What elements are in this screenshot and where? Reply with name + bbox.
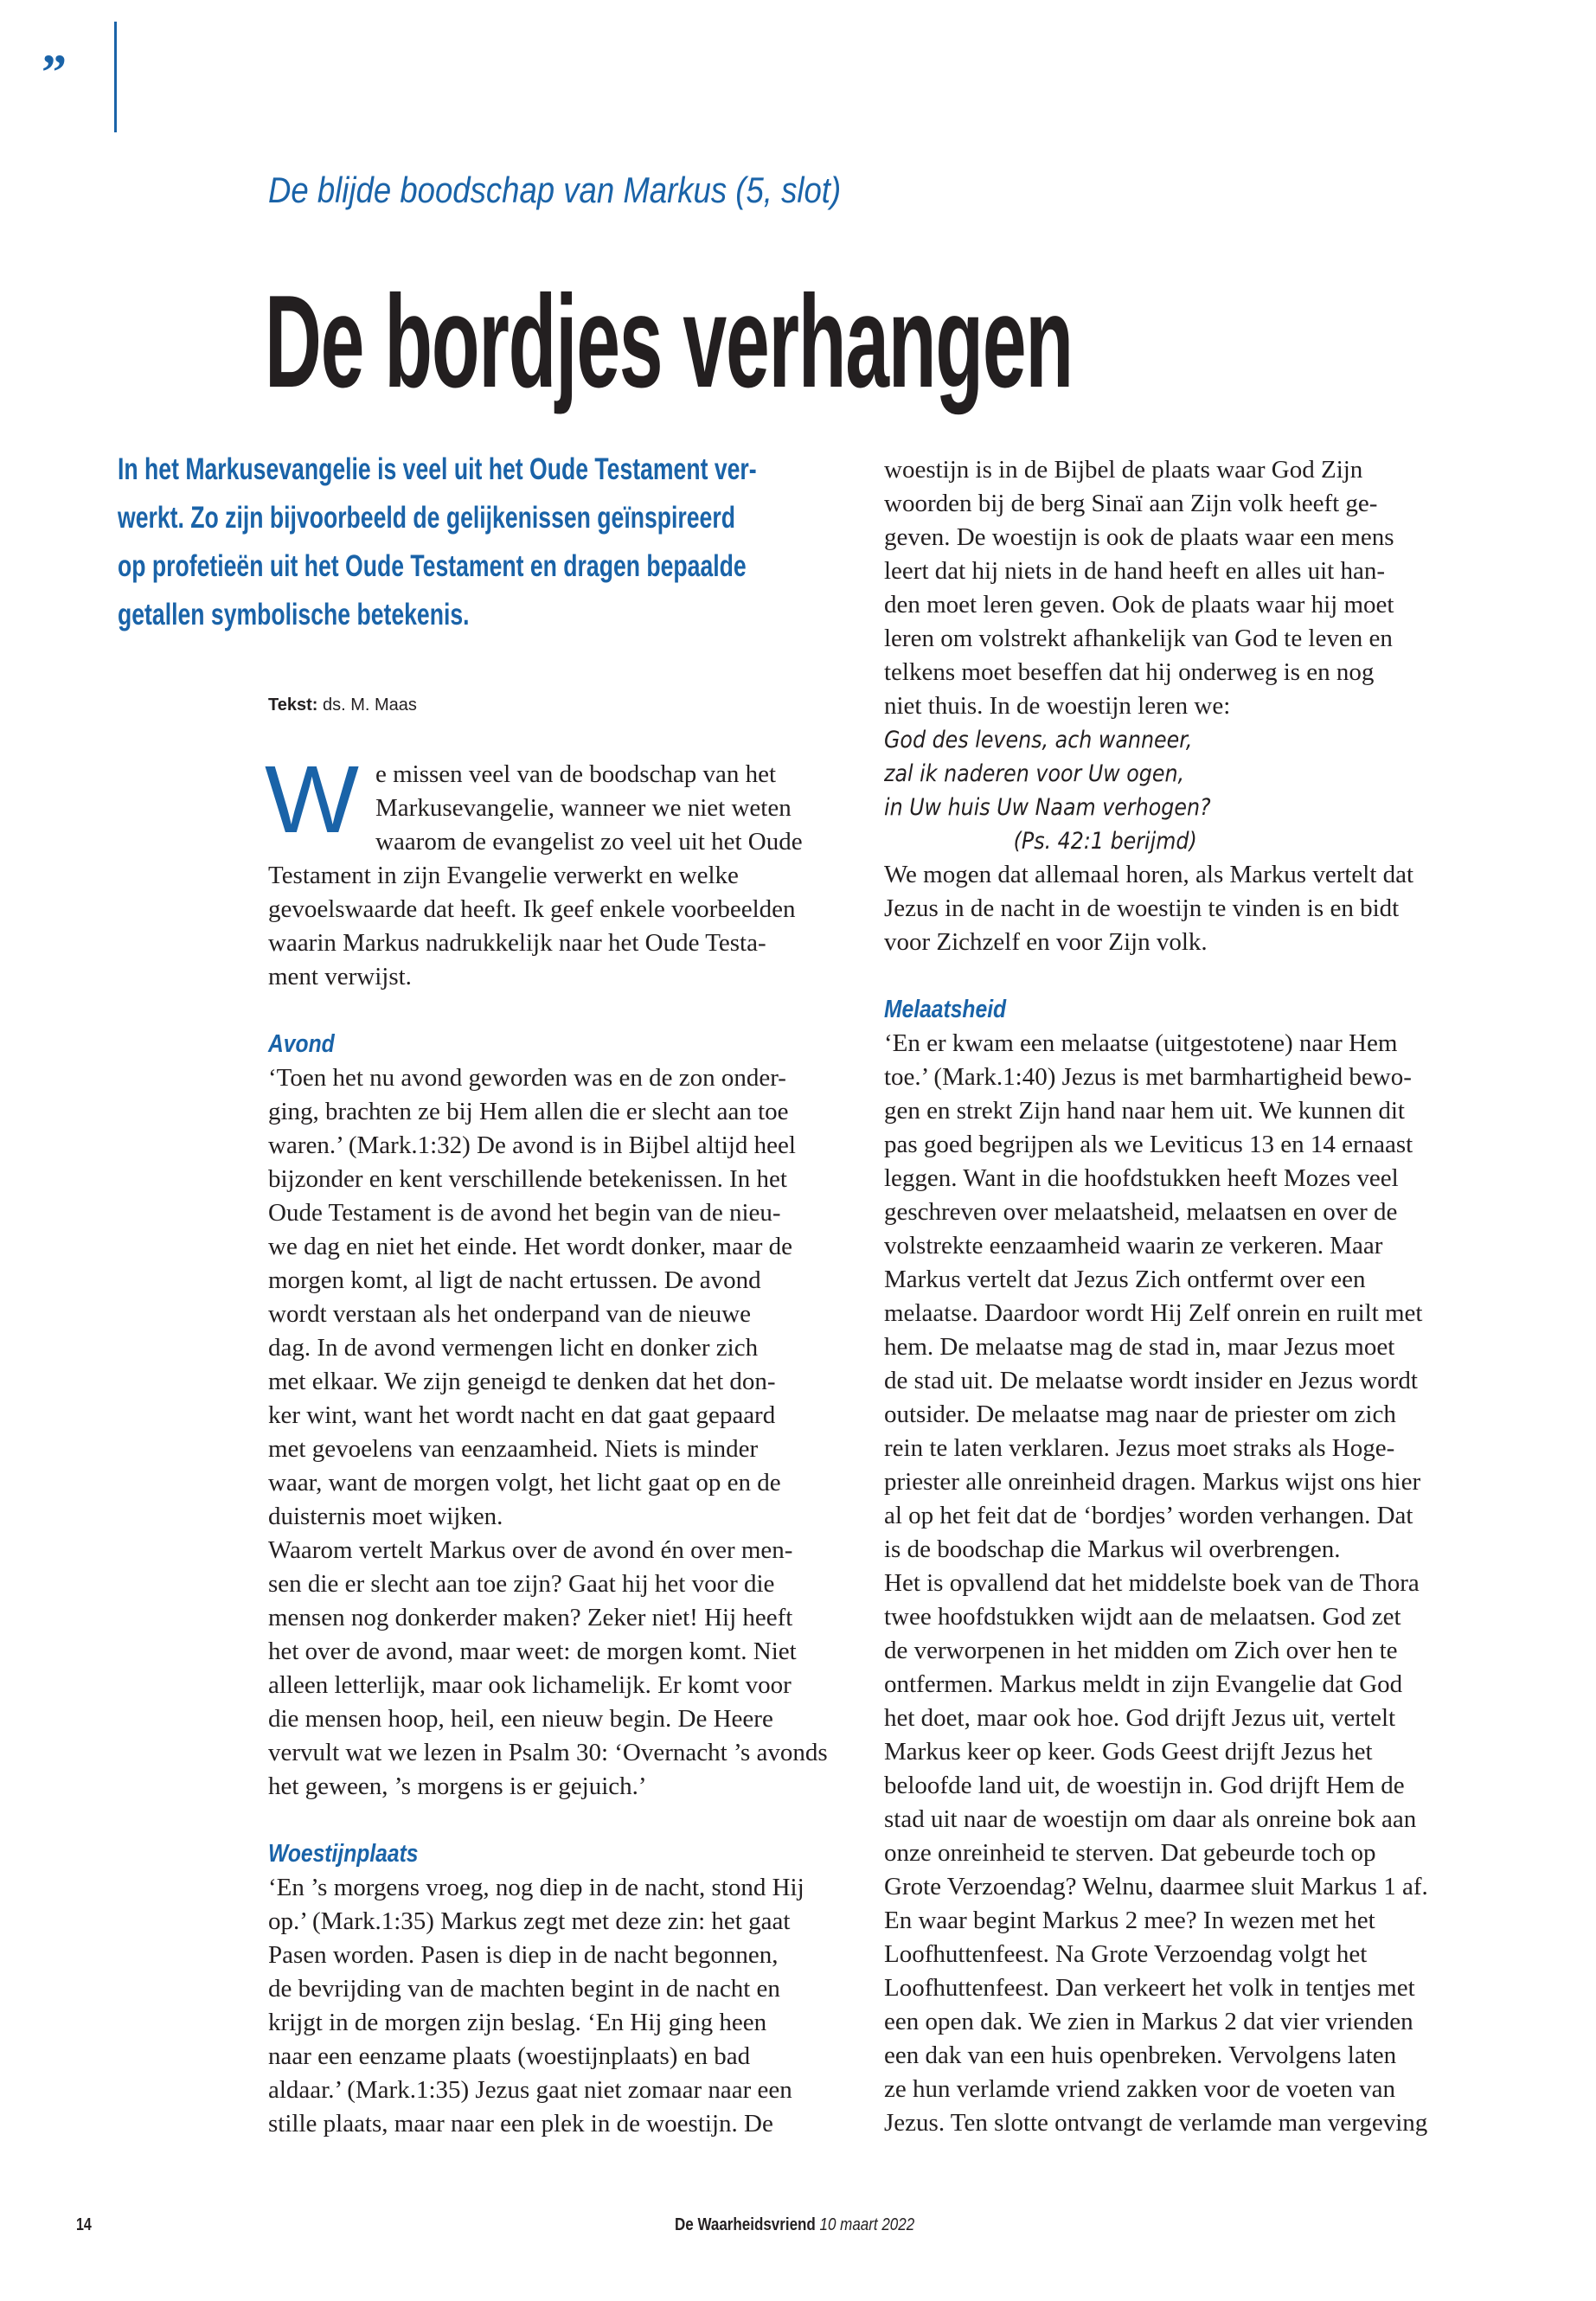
body-line: dag. In de avond vermengen licht en donker zich bbox=[268, 1334, 759, 1362]
body-line: e missen veel van de boodschap van het bbox=[375, 760, 777, 788]
quote-line: zal ik naderen voor Uw ogen, bbox=[884, 760, 1185, 787]
body-line: de stad uit. De melaatse wordt insider en Jezus wordt bbox=[884, 1367, 1418, 1394]
body-line: niet thuis. In de woestijn leren we: bbox=[884, 692, 1231, 720]
series-title: De blijde boodschap van Markus (5, slot) bbox=[268, 170, 842, 210]
body-line: aldaar.’ (Mark.1:35) Jezus gaat niet zomaar naar een bbox=[268, 2076, 792, 2104]
body-line: stad uit naar de woestijn om daar als onreine bok aan bbox=[884, 1805, 1417, 1833]
body-line: onze onreinheid te sterven. Dat gebeurde toch op bbox=[884, 1839, 1376, 1867]
body-line: krijgt in de morgen zijn beslag. ‘En Hij ging heen bbox=[268, 2009, 767, 2036]
body-line: pas goed begrijpen als we Leviticus 13 en 14 ernaast bbox=[884, 1131, 1413, 1158]
body-line: het over de avond, maar weet: de morgen komt. Niet bbox=[268, 1638, 797, 1665]
lead-line: werkt. Zo zijn bijvoorbeeld de gelijkenissen geïnspireerd bbox=[118, 501, 735, 535]
byline-author: ds. M. Maas bbox=[322, 695, 417, 715]
body-line: stille plaats, maar naar een plek in de woestijn. De bbox=[268, 2110, 773, 2138]
quote-line: in Uw huis Uw Naam verhogen? bbox=[884, 794, 1211, 821]
quote-line: (Ps. 42:1 berijmd) bbox=[1013, 828, 1197, 855]
body-line: volstrekte eenzaamheid waarin ze verkeren. Maar bbox=[884, 1232, 1383, 1259]
body-line: mensen nog donkerder maken? Zeker niet! Hij heeft bbox=[268, 1604, 793, 1631]
body-line: naar een eenzame plaats (woestijnplaats) en bad bbox=[268, 2042, 751, 2070]
body-line: wordt verstaan als het onderpand van de nieuwe bbox=[268, 1300, 752, 1328]
byline bbox=[268, 695, 417, 715]
section-heading: Melaatsheid bbox=[884, 996, 1007, 1023]
body-line: ontfermen. Markus meldt in zijn Evangelie dat God bbox=[884, 1670, 1403, 1698]
body-line: waren.’ (Mark.1:32) De avond is in Bijbel altijd heel bbox=[268, 1131, 796, 1159]
body-line: rein te laten verklaren. Jezus moet straks als Hoge- bbox=[884, 1434, 1395, 1462]
spacer bbox=[268, 1804, 856, 1837]
body-line: Markus keer op keer. Gods Geest drijft Jezus het bbox=[884, 1738, 1373, 1766]
body-line: ment verwijst. bbox=[268, 963, 412, 990]
body-line: Jezus in de nacht in de woestijn te vinden is en bidt bbox=[884, 894, 1400, 922]
body-line: alleen letterlijk, maar ook lichamelijk. Er komt voor bbox=[268, 1671, 792, 1699]
body-line: En waar begint Markus 2 mee? In wezen met het bbox=[884, 1907, 1375, 1934]
article-title: De bordjes verhangen bbox=[265, 268, 1073, 415]
body-line: al op het feit dat de ‘bordjes’ worden verhangen. Dat bbox=[884, 1502, 1413, 1529]
body-line: waarom de evangelist zo veel uit het Oude bbox=[375, 828, 803, 856]
body-line: geschreven over melaatsheid, melaatsen en over de bbox=[884, 1198, 1398, 1226]
section-heading: Woestijnplaats bbox=[268, 1840, 419, 1868]
drop-cap: W bbox=[265, 747, 360, 853]
body-line: Jezus. Ten slotte ontvangt de verlamde man vergeving bbox=[884, 2109, 1428, 2137]
body-line: melaatse. Daardoor wordt Hij Zelf onrein en ruilt met bbox=[884, 1299, 1423, 1327]
body-line: waarin Markus nadrukkelijk naar het Oude Testa- bbox=[268, 929, 766, 957]
body-line: leren om volstrekt afhankelijk van God te leven en bbox=[884, 625, 1393, 652]
body-line: Markus vertelt dat Jezus Zich ontfermt over een bbox=[884, 1266, 1366, 1293]
body-line: gevoelswaarde dat heeft. Ik geef enkele voorbeelden bbox=[268, 895, 796, 923]
vertical-rule bbox=[114, 22, 117, 132]
body-line: ‘En er kwam een melaatse (uitgestotene) naar Hem bbox=[884, 1029, 1398, 1057]
body-line: Pasen worden. Pasen is diep in de nacht begonnen, bbox=[268, 1941, 779, 1969]
body-line: Waarom vertelt Markus over de avond én over men- bbox=[268, 1536, 793, 1564]
body-line: Loofhuttenfeest. Na Grote Verzoendag volgt het bbox=[884, 1940, 1368, 1968]
body-line: waar, want de morgen volgt, het licht gaat op en de bbox=[268, 1469, 781, 1497]
body-line: den moet leren geven. Ook de plaats waar hij moet bbox=[884, 591, 1394, 619]
body-line: beloofde land uit, de woestijn in. God drijft Hem de bbox=[884, 1772, 1405, 1799]
spacer bbox=[884, 959, 1472, 993]
lead-line: In het Markusevangelie is veel uit het Oude Testament ver- bbox=[118, 452, 757, 486]
body-line: ker wint, want het wordt nacht en dat gaat gepaard bbox=[268, 1401, 776, 1429]
body-line: telkens moet beseffen dat hij onderweg is en nog bbox=[884, 658, 1375, 686]
body-line: geven. De woestijn is ook de plaats waar een mens bbox=[884, 523, 1394, 551]
body-line: toe.’ (Mark.1:40) Jezus is met barmhartigheid bewo- bbox=[884, 1063, 1412, 1091]
body-line: vervult wat we lezen in Psalm 30: ‘Overnacht ’s avonds bbox=[268, 1739, 828, 1766]
body-line: de verworpenen in het midden om Zich over hen te bbox=[884, 1637, 1398, 1664]
body-line: die mensen hoop, heil, een nieuw begin. De Heere bbox=[268, 1705, 773, 1733]
body-line: ze hun verlamde vriend zakken voor de voeten van bbox=[884, 2075, 1396, 2103]
body-line: outsider. De melaatse mag naar de priester om zich bbox=[884, 1400, 1396, 1428]
body-line: woestijn is in de Bijbel de plaats waar God Zijn bbox=[884, 456, 1363, 484]
body-line: op.’ (Mark.1:35) Markus zegt met deze zin: het gaat bbox=[268, 1907, 791, 1935]
quote-mark-icon: ” bbox=[42, 44, 67, 100]
body-line: het doet, maar ook hoe. God drijft Jezus uit, vertelt bbox=[884, 1704, 1396, 1732]
body-line: met gevoelens van eenzaamheid. Niets is minder bbox=[268, 1435, 759, 1463]
body-line: leggen. Want in die hoofdstukken heeft Mozes veel bbox=[884, 1164, 1399, 1192]
byline-label: Tekst: bbox=[268, 695, 318, 715]
body-line: hem. De melaatse mag de stad in, maar Jezus moet bbox=[884, 1333, 1395, 1361]
body-line: sen die er slecht aan toe zijn? Gaat hij het voor die bbox=[268, 1570, 775, 1598]
body-line: ging, brachten ze bij Hem allen die er slecht aan toe bbox=[268, 1098, 789, 1125]
body-line: Loofhuttenfeest. Dan verkeert het volk in tentjes met bbox=[884, 1974, 1415, 2002]
body-line: Testament in zijn Evangelie verwerkt en welke bbox=[268, 862, 739, 889]
lead-line: op profetieën uit het Oude Testament en dragen bepaalde bbox=[118, 549, 747, 583]
body-line: een open dak. We zien in Markus 2 dat vier vrienden bbox=[884, 2008, 1413, 2035]
body-line: Grote Verzoendag? Welnu, daarmee sluit Markus 1 af. bbox=[884, 1873, 1428, 1900]
section-heading: Avond bbox=[268, 1030, 335, 1058]
body-line: Het is opvallend dat het middelste boek van de Thora bbox=[884, 1569, 1420, 1597]
body-line: twee hoofdstukken wijdt aan de melaatsen. God zet bbox=[884, 1603, 1401, 1631]
body-line: Oude Testament is de avond het begin van de nieu- bbox=[268, 1199, 781, 1227]
body-line: een dak van een huis openbreken. Vervolgens laten bbox=[884, 2041, 1397, 2069]
lead-line: getallen symbolische betekenis. bbox=[118, 598, 470, 631]
body-line: duisternis moet wijken. bbox=[268, 1503, 503, 1530]
body-line: ‘En ’s morgens vroeg, nog diep in de nacht, stond Hij bbox=[268, 1874, 804, 1901]
body-line: gen en strekt Zijn hand naar hem uit. We kunnen dit bbox=[884, 1097, 1405, 1125]
column-right bbox=[884, 453, 1472, 2140]
body-line: Markusevangelie, wanneer we niet weten bbox=[375, 794, 792, 822]
page-number: 14 bbox=[76, 2215, 92, 2234]
column-left bbox=[265, 747, 856, 2141]
body-line: bijzonder en kent verschillende betekenissen. In het bbox=[268, 1165, 787, 1193]
body-line: priester alle onreinheid dragen. Markus wijst ons hier bbox=[884, 1468, 1421, 1496]
publication-date: 10 maart 2022 bbox=[819, 2215, 915, 2234]
body-line: het geween, ’s morgens is er gejuich.’ bbox=[268, 1772, 647, 1800]
body-line: We mogen dat allemaal horen, als Markus vertelt dat bbox=[884, 861, 1414, 888]
body-line: morgen komt, al ligt de nacht ertussen. De avond bbox=[268, 1266, 761, 1294]
body-line: we dag en niet het einde. Het wordt donker, maar de bbox=[268, 1233, 792, 1260]
quote-line: God des levens, ach wanneer, bbox=[884, 727, 1193, 753]
body-line: ‘Toen het nu avond geworden was en de zon onder- bbox=[268, 1064, 786, 1092]
publication-name: De Waarheidsvriend bbox=[675, 2215, 816, 2234]
body-line: is de boodschap die Markus wil overbrengen. bbox=[884, 1535, 1341, 1563]
body-line: leert dat hij niets in de hand heeft en alles uit han- bbox=[884, 557, 1385, 585]
footer-publication bbox=[675, 2215, 914, 2235]
lead-paragraph bbox=[118, 445, 958, 639]
body-line: de bevrijding van de machten begint in de nacht en bbox=[268, 1975, 780, 2003]
body-line: met elkaar. We zijn geneigd te denken dat het don- bbox=[268, 1368, 776, 1395]
body-line: woorden bij de berg Sinaï aan Zijn volk heeft ge- bbox=[884, 490, 1378, 517]
body-line: voor Zichzelf en voor Zijn volk. bbox=[884, 928, 1208, 956]
spacer bbox=[268, 994, 856, 1028]
